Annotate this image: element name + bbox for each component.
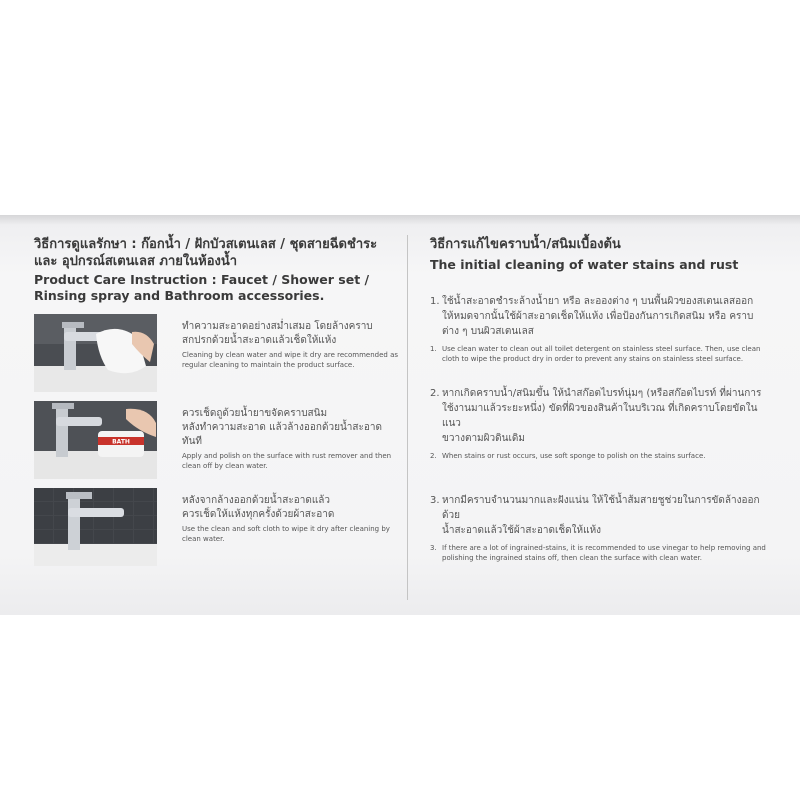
step-2-thai-line1: หากเกิดคราบน้ำ/สนิมขึ้น ให้นำสก๊อตไบรท์นุ่มๆ (หรือสก๊อตไบรท์ ที่ผ่านการ: [442, 388, 762, 399]
care-en-title-line1: Product Care Instruction : Faucet / Shower set /: [34, 272, 370, 287]
care-thai-title-line2: และ อุปกรณ์สเตนเลส ภายในห้องน้ำ: [34, 254, 238, 269]
step-3-en-line2: polishing the ingrained stains off, then clean the surface with clean water.: [442, 554, 702, 562]
care-item-1-thai-line2: สกปรกด้วยน้ำสะอาดแล้วเช็ดให้แห้ง: [182, 335, 337, 346]
step-1: [430, 294, 775, 364]
stain-thai-title: วิธีการแก้ไขคราบน้ำ/สนิมเบื้องต้น: [430, 237, 621, 252]
care-item-1: [34, 314, 400, 394]
step-1-en-line1: Use clean water to clean out all toilet detergent on stainless steel surface. Then, use clean: [442, 345, 761, 353]
step-1-thai-line2: ให้หมดจากนั้นใช้ผ้าสะอาดเช็ดให้แห้ง เพื่อป้องกันการเกิดสนิม หรือ คราบ: [442, 311, 754, 322]
step-2-en-number: 2.: [430, 452, 437, 460]
step-1-en-number: 1.: [430, 345, 437, 353]
care-item-3-en-line2: clean water.: [182, 535, 225, 543]
faucet-wiping-cloth-image: [34, 314, 157, 392]
care-item-3-thai-line2: ควรเช็ดให้แห้งทุกครั้งด้วยผ้าสะอาด: [182, 509, 335, 520]
clean-faucet-image: [34, 488, 157, 566]
column-divider: [407, 235, 408, 600]
product-care-section: [34, 236, 400, 543]
step-3-number: 3.: [430, 495, 440, 506]
care-item-2: [34, 401, 400, 481]
care-item-2-en-line2: clean off by clean water.: [182, 462, 268, 470]
care-thai-title-line1: วิธีการดูแลรักษา : ก๊อกน้ำ / ฝักบัวสเตนเลส / ชุดสายฉีดชำระ: [34, 237, 378, 252]
step-2-thai-line3: ขวางตามผิวดินเดิม: [442, 433, 525, 444]
step-3-thai-line1: หากมีคราบจำนวนมากและฝังแน่น ให้ใช้น้ำส้มสายชูช่วยในการขัดล้างออกด้วย: [442, 495, 760, 521]
care-item-3-thai-line1: หลังจากล้างออกด้วยน้ำสะอาดแล้ว: [182, 495, 331, 506]
care-item-1-thai-line1: ทำความสะอาดอย่างสม่ำเสมอ โดยล้างคราบ: [182, 321, 373, 332]
care-item-2-thai-line2: หลังทำความสะอาด แล้วล้างออกด้วยน้ำสะอาดทันที: [182, 422, 382, 447]
step-3-thai-line2: น้ำสะอาดแล้วใช้ผ้าสะอาดเช็ดให้แห้ง: [442, 525, 602, 536]
care-item-2-en-line1: Apply and polish on the surface with rust remover and then: [182, 452, 392, 460]
step-2: [430, 386, 775, 461]
step-2-en-line1: When stains or rust occurs, use soft sponge to polish on the stains surface.: [442, 452, 706, 460]
care-item-3-en-line1: Use the clean and soft cloth to wipe it dry after cleaning by: [182, 525, 390, 533]
care-item-1-en-line2: regular cleaning to maintain the product surface.: [182, 361, 355, 369]
step-1-number: 1.: [430, 296, 440, 307]
stain-en-title: The initial cleaning of water stains and rust: [430, 257, 739, 272]
stain-cleaning-section: [430, 236, 775, 562]
step-2-thai-line2: ใช้งานมาแล้วระยะหนึ่ง) ขัดที่ผิวของสินค้าในบริเวณ ที่เกิดคราบโดยขัดในแนว: [442, 403, 758, 429]
step-3-en-number: 3.: [430, 544, 437, 552]
step-1-thai-line3: ต่าง ๆ บนผิวสเตนเลส: [442, 326, 534, 337]
care-en-title-line2: Rinsing spray and Bathroom accessories.: [34, 288, 325, 303]
step-2-number: 2.: [430, 388, 440, 399]
step-1-en-line2: cloth to wipe the product dry in order to prevent any stains on stainless steel surface.: [442, 355, 744, 363]
rust-remover-jar-image: [34, 401, 157, 479]
jar-label: BATH: [112, 438, 130, 446]
care-item-2-thai-line1: ควรเช็ดถูด้วยน้ำยาขจัดคราบสนิม: [182, 408, 328, 419]
care-item-3: [34, 488, 400, 568]
step-3: [430, 493, 775, 563]
step-3-en-line1: If there are a lot of ingrained-stains, it is recommended to use vinegar to help removing and: [442, 544, 766, 552]
step-1-thai-line1: ใช้น้ำสะอาดชำระล้างน้ำยา หรือ ละอองต่าง ๆ บนพื้นผิวของสเตนเลสออก: [442, 296, 754, 307]
care-item-1-en-line1: Cleaning by clean water and wipe it dry are recommended as: [182, 351, 399, 359]
